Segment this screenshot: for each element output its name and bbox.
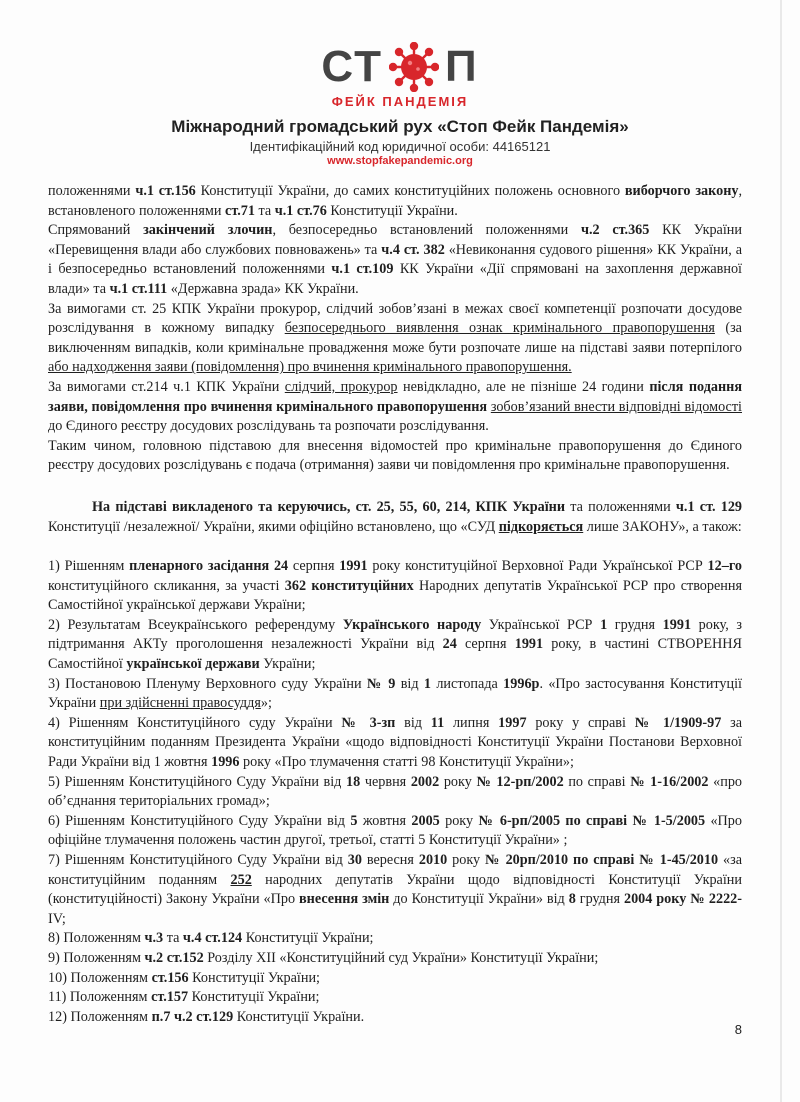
logo-subtitle: ФЕЙК ПАНДЕМІЯ [331,94,469,109]
list-item: 12) Положенням п.7 ч.2 ст.129 Конституції України. [48,1008,365,1025]
paragraph: За вимогами ст.214 ч.1 КПК України слідчий, прокурор невідкладно, але не пізніше 24 години після подання заяви, повідомлення про вчинення кримінального правопорушення зобов’язаний внести відповідні відомості до Єдиного реєстру досудових розслідувань та розпочати розслідування. [48,378,742,435]
organization-url[interactable]: www.stopfakepandemic.org [327,155,473,167]
list-item: 2) Результатам Всеукраїнського референдуму Українського народу Української РСР 1 грудня 1991 року, з підтримання АКТу проголошення незалежності України від 24 серпня 1991 року, в частині СТВОРЕННЯ Самостійної української держави України; [48,616,742,673]
list-item: 10) Положенням ст.156 Конституції України; [48,969,320,986]
paragraph: Спрямований закінчений злочин, безпосередньо встановлений положеннями ч.2 ст.365 КК України «Перевищення влади або службових повноважень» та ч.4 ст. 382 «Невиконання судового рішення» КК України, а і безпосередньо встановлений положеннями ч.1 ст.109 КК України «Дії спрямовані на захоплення державної влади» та ч.1 ст.111 «Державна зрада» КК України. [48,222,743,297]
list-item: 7) Рішенням Конституційного Суду України від 30 вересня 2010 року № 20рп/2010 по справі № 1-45/2010 «за конституційним поданням 252 народних депутатів України щодо відповідності Конституції України (конституційності) Закону України «Про внесення змін до Конституції України» від 8 грудня 2004 року № 2222-ІV; [48,852,743,927]
legal-basis-list [48,557,742,1027]
list-item: 8) Положенням ч.3 та ч.4 ст.124 Конституції України; [48,930,374,947]
logo-text-right: П [444,42,479,91]
list-item: 11) Положенням ст.157 Конституції України; [48,989,320,1006]
logo-text-left: СТ [321,42,383,91]
list-item: 3) Постановою Пленуму Верховного суду України № 9 від 1 листопада 1996р. «Про застосування Конституції України при здійсненні правосуддя»; [48,675,743,712]
logo [0,40,800,94]
list-item: 1) Рішенням пленарного засідання 24 серпня 1991 року конституційної Верховної Ради Української РСР 12–го конституційного скликання, за участі 362 конституційних Народних депутатів Української РСР про створення Самостійної української держави України; [48,558,743,614]
paragraph: положеннями ч.1 ст.156 Конституції України, до самих конституційних положень основного виборчого закону, встановленого положеннями ст.71 та ч.1 ст.76 Конституції України. [48,183,743,219]
list-item: 9) Положенням ч.2 ст.152 Розділу XII «Конституційний суд України» Конституції України; [48,949,599,966]
paragraph: На підставі викладеного та керуючись, ст. 25, 55, 60, 214, КПК України та положеннями ч.1 ст. 129 Конституції /незалежної/ України, якими офіційно встановлено, що «СУД підкоряється лише ЗАКОНУ», а також: [48,498,743,535]
organization-code: Ідентифікаційний код юридичної особи: 44165121 [249,139,551,154]
document-body [48,182,742,1027]
virus-icon [389,42,439,92]
organization-name: Міжнародний громадський рух «Стоп Фейк Пандемія» [171,117,629,136]
list-item: 4) Рішенням Конституційного суду України № 3-зп від 11 липня 1997 року у справі № 1/1909-97 за конституційним поданням Президента України «щодо відповідності Конституції України Постанови Верховної Ради України від 1 жовтня 1996 року «Про тлумачення статті 98 Конституції України»; [48,714,743,771]
page-number: 8 [734,1022,742,1037]
list-item: 5) Рішенням Конституційного Суду України від 18 червня 2002 року № 12-рп/2002 по справі № 1-16/2002 «про об’єднання територіальних громад»; [48,773,743,810]
paragraph: За вимогами ст. 25 КПК України прокурор, слідчий зобов’язані в межах своєї компетенції розпочати досудове розслідування в кожному випадку безпосереднього виявлення ознак кримінального правопорушення (за виключенням випадків, коли кримінальне провадження може бути розпочате лише на підставі заяви потерпілого або надходження заяви (повідомлення) про вчинення кримінального правопорушення. [48,300,742,376]
list-item: 6) Рішенням Конституційного Суду України від 5 жовтня 2005 року № 6-рп/2005 по справі № 1-5/2005 «Про офіційне тлумачення положень частин другої, третьої, статті 5 Конституції України» ; [48,812,742,849]
paragraph: Таким чином, головною підставою для внесення відомостей про кримінальне правопорушення до Єдиного реєстру досудових розслідувань є подача (отримання) заяви чи повідомлення про кримінальне правопорушення. [48,437,742,474]
letterhead [0,40,800,167]
